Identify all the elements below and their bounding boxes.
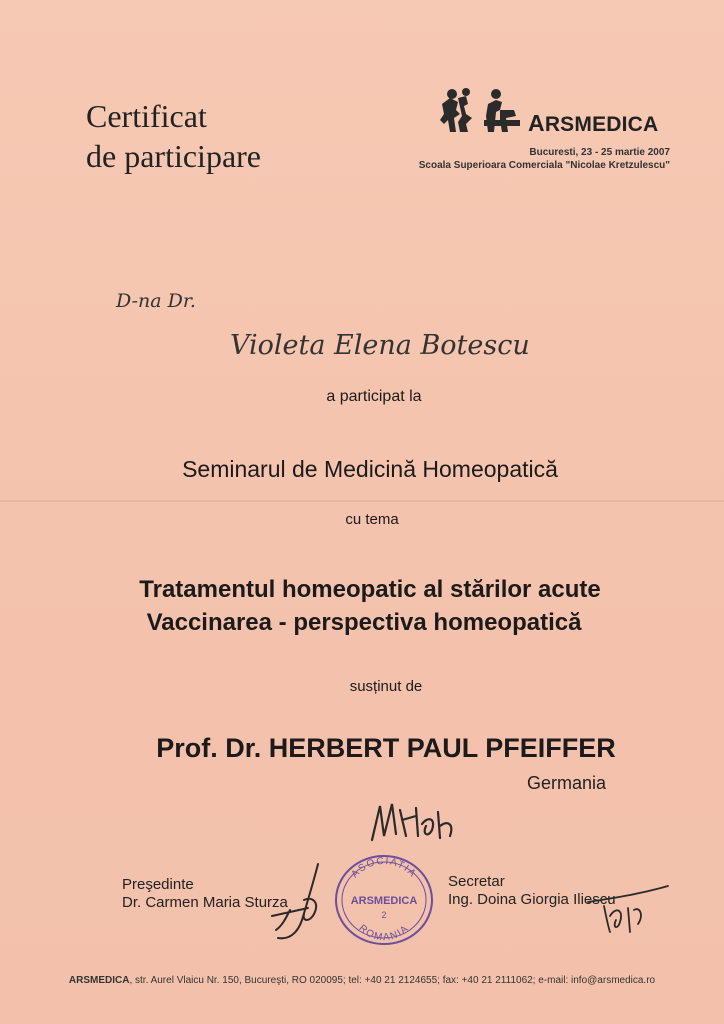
- seminar-title: Seminarul de Medicină Homeopatică: [182, 456, 558, 482]
- topic-line-1: Tratamentul homeopatic al stărilor acute: [139, 576, 601, 603]
- participant-name: Violeta Elena Botescu: [230, 330, 530, 361]
- president-role: Preşedinte: [122, 876, 194, 893]
- theme-label: cu tema: [345, 511, 399, 528]
- logo-name-prefix: A: [528, 110, 545, 136]
- president-name: Dr. Carmen Maria Sturza: [122, 894, 288, 911]
- lecturer-signature: [366, 796, 466, 848]
- event-date-place: Bucuresti, 23 - 25 martie 2007: [529, 147, 670, 158]
- event-info: [419, 146, 670, 172]
- title-line-2: de participare: [86, 138, 261, 174]
- event-venue: Scoala Superioara Comerciala "Nicolae Kretzulescu": [418, 160, 670, 171]
- lecturer-name: Prof. Dr. HERBERT PAUL PFEIFFER: [156, 733, 616, 763]
- topic-line-2: Vaccinarea - perspectiva homeopatică: [146, 609, 582, 636]
- title-line-1: Certificat: [86, 98, 207, 134]
- stamp-bottom-text: ROMANIA: [356, 922, 412, 944]
- lecturer-country: Germania: [526, 773, 606, 793]
- association-stamp: [330, 848, 438, 948]
- logo-name-rest: RSMEDICA: [544, 113, 659, 136]
- secretary-name: Ing. Doina Giorgia Iliescu: [448, 891, 616, 908]
- secretary-signature: [584, 876, 672, 938]
- arsmedica-logo: [436, 80, 676, 140]
- participated-text: a participat la: [326, 388, 422, 405]
- paper-fold-line: [0, 500, 724, 502]
- sustained-by-label: susținut de: [349, 678, 423, 695]
- president-block: [122, 876, 288, 912]
- footer-brand: ARSMEDICA: [68, 975, 130, 986]
- stamp-middle-text: ARSMEDICA: [350, 895, 418, 907]
- salutation: D-na Dr.: [116, 290, 196, 312]
- footer: [0, 975, 724, 986]
- stamp-top-text: ASOCIATIA: [349, 855, 419, 881]
- logo-wordmark: [528, 110, 658, 137]
- svg-text:ASOCIATIA: [349, 856, 418, 880]
- ars-medica-figures-logo-icon: [436, 80, 528, 140]
- stamp-number: 2: [381, 910, 387, 920]
- footer-details: , str. Aurel Vlaicu Nr. 150, Bucureşti, RO 020095; tel: +40 21 2124655; fax: +40 21 2111062; e-mail: info@arsmedica.ro: [129, 975, 656, 986]
- secretary-role: Secretar: [448, 873, 505, 890]
- president-signature: [268, 860, 332, 946]
- certificate-title: [86, 96, 261, 176]
